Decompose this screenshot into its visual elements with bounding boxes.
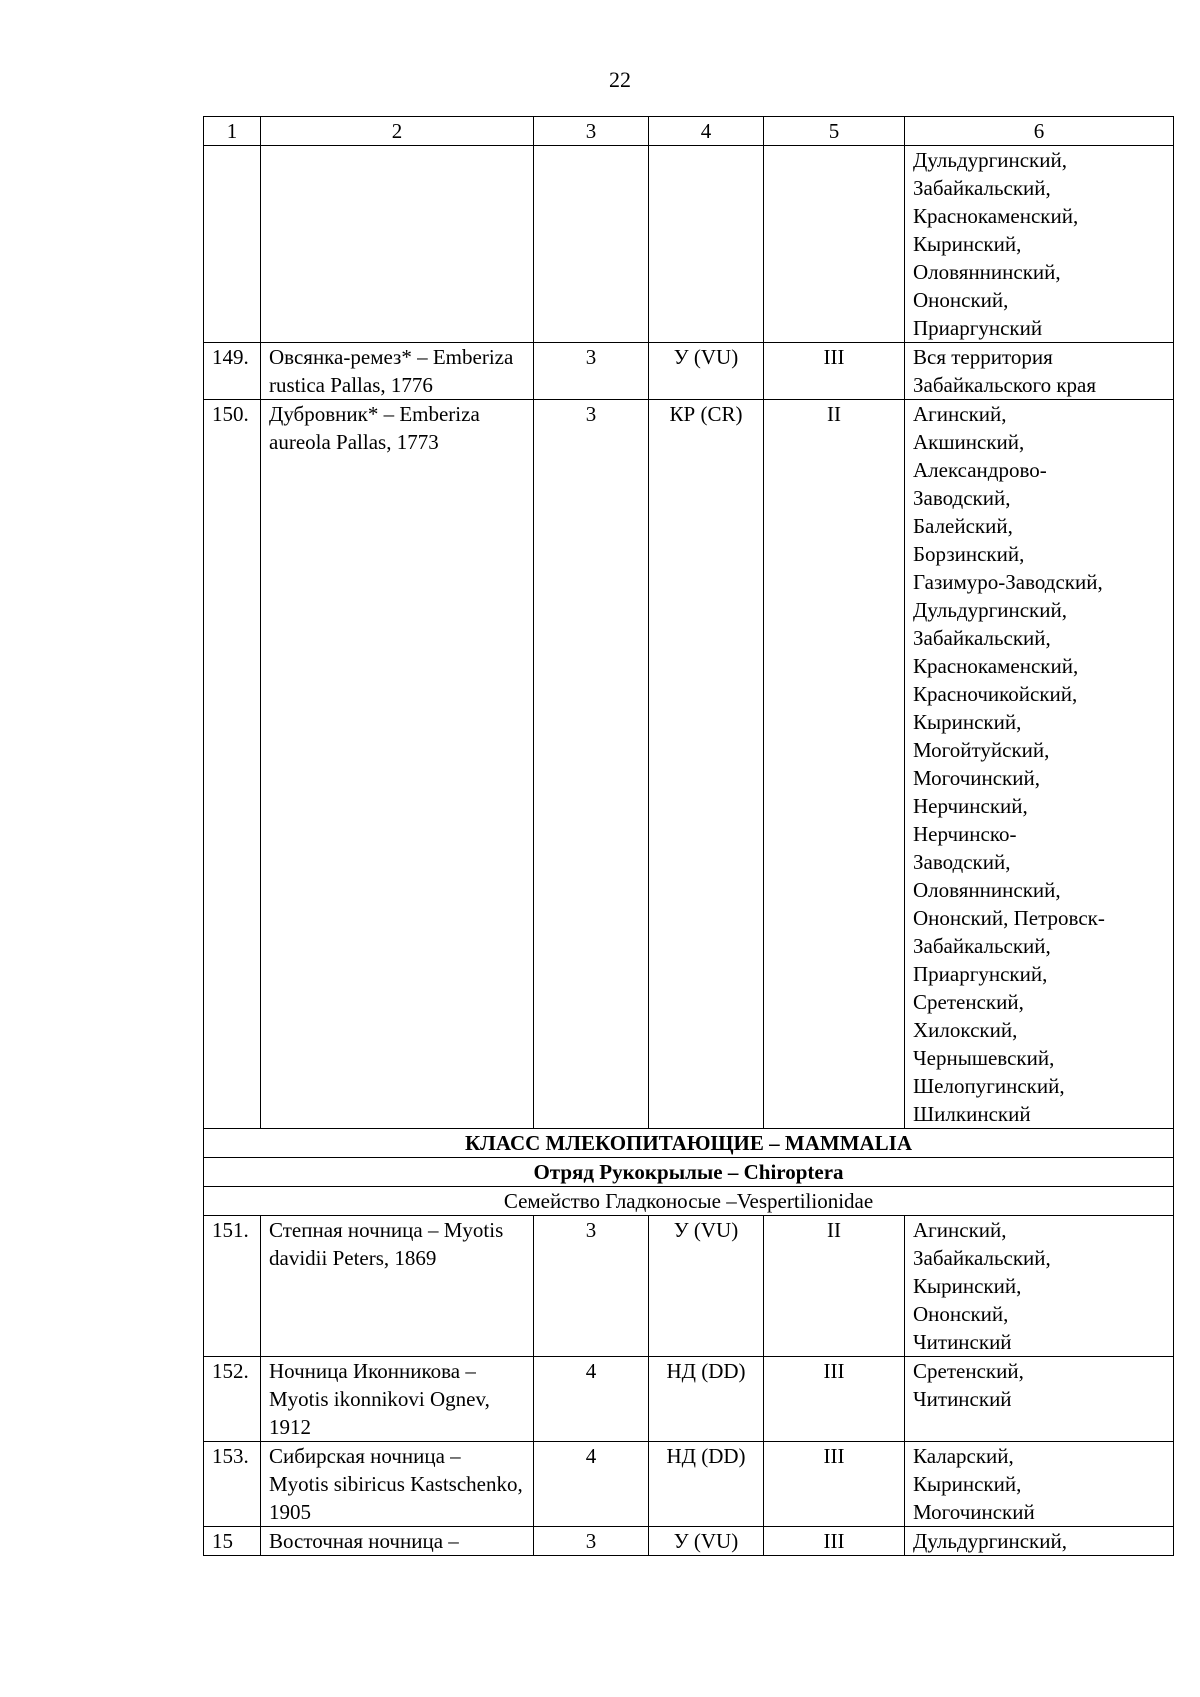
districts-cell (905, 1357, 1174, 1442)
continued-row (204, 146, 1174, 343)
districts-cell (905, 400, 1174, 1129)
district-line: Агинский, (913, 402, 1007, 426)
species-name-cell: Ночница Иконникова – Myotis ikonnikovi Ognev, 1912 (261, 1357, 534, 1442)
species-row (204, 400, 1174, 1129)
district-line: Могочинский, (913, 766, 1040, 790)
districts-cell (905, 343, 1174, 400)
district-line: Сретенский, (913, 1359, 1024, 1383)
species-name-cell: Овсянка-ремез* – Emberiza rustica Pallas, 1776 (261, 343, 534, 400)
status-cell (649, 146, 764, 343)
column-number: 4 (649, 117, 764, 146)
species-name-cell: Дубровник* – Emberiza aureola Pallas, 1773 (261, 400, 534, 1129)
district-line: Оловяннинский, (913, 260, 1061, 284)
priority-cell: III (764, 343, 905, 400)
district-line: Акшинский, (913, 430, 1025, 454)
status-cell: НД (DD) (649, 1442, 764, 1527)
district-line: Заводский, (913, 850, 1011, 874)
column-number: 2 (261, 117, 534, 146)
species-name-cell: Степная ночница – Myotis davidii Peters, 1869 (261, 1216, 534, 1357)
district-line: Забайкальский, (913, 176, 1051, 200)
family-heading: Семейство Гладконосые –Vespertilionidae (204, 1187, 1174, 1216)
district-line: Приаргунский, (913, 962, 1048, 986)
district-line: Хилокский, (913, 1018, 1018, 1042)
district-line: Кыринский, (913, 710, 1022, 734)
district-line: Читинский (913, 1330, 1012, 1354)
district-line: Краснокаменский, (913, 204, 1079, 228)
species-name-cell: Сибирская ночница – Myotis sibiricus Kastschenko, 1905 (261, 1442, 534, 1527)
district-line: Забайкальского края (913, 373, 1097, 397)
class-heading-row (204, 1129, 1174, 1158)
column-number: 1 (204, 117, 261, 146)
district-line: Могочинский (913, 1500, 1035, 1524)
district-line: Заводский, (913, 486, 1011, 510)
status-cell: НД (DD) (649, 1357, 764, 1442)
district-line: Агинский, (913, 1218, 1007, 1242)
priority-cell: II (764, 1216, 905, 1357)
priority-cell (764, 146, 905, 343)
district-line: Шилкинский (913, 1102, 1031, 1126)
district-line: Шелопугинский, (913, 1074, 1065, 1098)
district-line: Нерчинский, (913, 794, 1028, 818)
row-number-cell: 149. (204, 343, 261, 400)
row-number-cell (204, 146, 261, 343)
district-line: Забайкальский, (913, 626, 1051, 650)
row-number-cell: 152. (204, 1357, 261, 1442)
district-line: Ононский, (913, 1302, 1009, 1326)
column-number: 6 (905, 117, 1174, 146)
district-line: Приаргунский (913, 316, 1043, 340)
district-line: Вся территория (913, 345, 1053, 369)
priority-cell: II (764, 400, 905, 1129)
district-line: Читинский (913, 1387, 1012, 1411)
column-number: 3 (534, 117, 649, 146)
category-cell: 4 (534, 1357, 649, 1442)
red-book-table (203, 116, 1174, 1556)
column-number: 5 (764, 117, 905, 146)
row-number-cell: 153. (204, 1442, 261, 1527)
districts-cell (905, 1527, 1174, 1556)
district-line: Кыринский, (913, 1274, 1022, 1298)
district-line: Оловяннинский, (913, 878, 1061, 902)
priority-cell: III (764, 1442, 905, 1527)
district-line: Ононский, (913, 288, 1009, 312)
family-heading-row (204, 1187, 1174, 1216)
district-line: Могойтуйский, (913, 738, 1050, 762)
districts-cell (905, 1442, 1174, 1527)
district-line: Забайкальский, (913, 934, 1051, 958)
species-row (204, 343, 1174, 400)
district-line: Борзинский, (913, 542, 1025, 566)
class-heading: КЛАСС МЛЕКОПИТАЮЩИЕ – MAMMALIA (204, 1129, 1174, 1158)
districts-cell (905, 1216, 1174, 1357)
page-number: 22 (609, 67, 631, 92)
species-row (204, 1527, 1174, 1556)
row-number-cell: 150. (204, 400, 261, 1129)
district-line: Балейский, (913, 514, 1013, 538)
district-line: Чернышевский, (913, 1046, 1055, 1070)
category-cell: 3 (534, 400, 649, 1129)
district-line: Сретенский, (913, 990, 1024, 1014)
status-cell: КР (CR) (649, 400, 764, 1129)
category-cell: 3 (534, 1216, 649, 1357)
species-name-cell (261, 146, 534, 343)
row-number-cell: 151. (204, 1216, 261, 1357)
district-line: Дульдургинский, (913, 148, 1067, 172)
district-line: Александрово- (913, 458, 1047, 482)
status-cell: У (VU) (649, 1216, 764, 1357)
category-cell: 3 (534, 343, 649, 400)
row-number-cell: 15 (204, 1527, 261, 1556)
district-line: Дульдургинский, (913, 598, 1067, 622)
category-cell: 4 (534, 1442, 649, 1527)
district-line: Кыринский, (913, 232, 1022, 256)
species-name-cell: Восточная ночница – (261, 1527, 534, 1556)
species-row (204, 1442, 1174, 1527)
species-row (204, 1216, 1174, 1357)
districts-cell (905, 146, 1174, 343)
species-row (204, 1357, 1174, 1442)
district-line: Забайкальский, (913, 1246, 1051, 1270)
district-line: Газимуро-Заводский, (913, 570, 1103, 594)
priority-cell: III (764, 1357, 905, 1442)
district-line: Красночикойский, (913, 682, 1078, 706)
district-line: Нерчинско- (913, 822, 1017, 846)
district-line: Каларский, (913, 1444, 1014, 1468)
column-number-row (204, 117, 1174, 146)
priority-cell: III (764, 1527, 905, 1556)
category-cell: 3 (534, 1527, 649, 1556)
district-line: Кыринский, (913, 1472, 1022, 1496)
status-cell: У (VU) (649, 343, 764, 400)
district-line: Дульдургинский, (913, 1529, 1067, 1553)
status-cell: У (VU) (649, 1527, 764, 1556)
category-cell (534, 146, 649, 343)
district-line: Краснокаменский, (913, 654, 1079, 678)
order-heading: Отряд Рукокрылые – Chiroptera (204, 1158, 1174, 1187)
district-line: Ононский, Петровск- (913, 906, 1105, 930)
order-heading-row (204, 1158, 1174, 1187)
